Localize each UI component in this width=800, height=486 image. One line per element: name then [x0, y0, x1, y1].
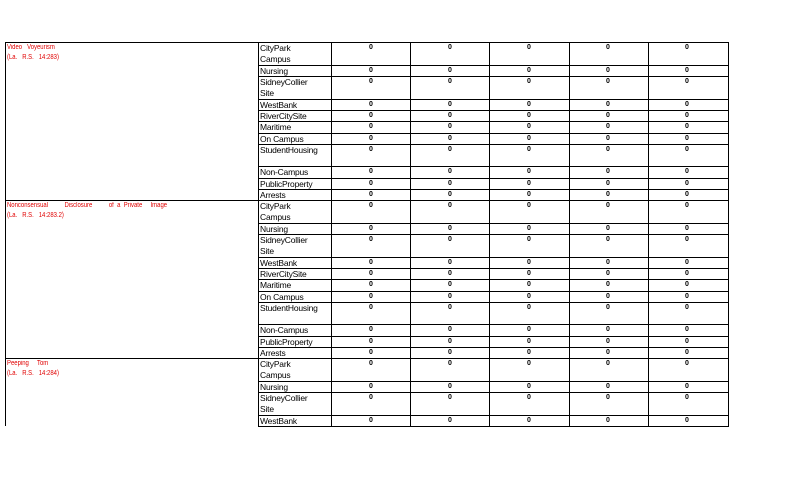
location-label: PublicProperty: [260, 337, 313, 347]
count-value: 0: [448, 123, 452, 130]
count-value: 0: [527, 259, 531, 266]
count-value: 0: [527, 112, 531, 119]
count-value: 0: [448, 417, 452, 424]
count-value: 0: [369, 191, 373, 198]
count-value: 0: [685, 326, 689, 333]
row-rule: [258, 200, 729, 201]
count-value: 0: [527, 101, 531, 108]
count-value: 0: [606, 191, 610, 198]
count-value: 0: [448, 293, 452, 300]
count-value: 0: [448, 168, 452, 175]
crime-type-label: [7, 201, 218, 221]
count-value: 0: [685, 394, 689, 401]
count-value: 0: [685, 225, 689, 232]
count-value: 0: [448, 191, 452, 198]
table-left-rule: [5, 42, 6, 426]
table-top-rule: [258, 42, 729, 43]
count-value: 0: [527, 281, 531, 288]
count-value: 0: [369, 349, 373, 356]
count-value: 0: [369, 44, 373, 51]
count-value: 0: [606, 180, 610, 187]
count-value: 0: [527, 180, 531, 187]
location-label: StudentHousing: [260, 303, 318, 313]
count-value: 0: [606, 394, 610, 401]
count-value: 0: [448, 338, 452, 345]
crime-type-label: [7, 43, 218, 63]
location-label: Maritime: [260, 122, 291, 132]
location-label: PublicProperty: [260, 179, 313, 189]
count-value: 0: [448, 304, 452, 311]
count-value: 0: [606, 338, 610, 345]
row-rule: [258, 426, 729, 427]
location-label: CityPark Campus: [260, 201, 291, 222]
count-value: 0: [369, 236, 373, 243]
count-value: 0: [527, 135, 531, 142]
count-value: 0: [369, 394, 373, 401]
count-value: 0: [448, 112, 452, 119]
count-value: 0: [448, 281, 452, 288]
location-label: CityPark Campus: [260, 359, 291, 380]
count-value: 0: [527, 146, 531, 153]
location-label: WestBank: [260, 258, 297, 268]
count-value: 0: [606, 67, 610, 74]
count-value: 0: [606, 270, 610, 277]
count-value: 0: [685, 168, 689, 175]
row-rule: [258, 76, 729, 77]
count-value: 0: [448, 202, 452, 209]
count-value: 0: [606, 101, 610, 108]
row-rule: [258, 392, 729, 393]
count-value: 0: [369, 270, 373, 277]
count-value: 0: [527, 67, 531, 74]
count-value: 0: [527, 78, 531, 85]
count-value: 0: [685, 383, 689, 390]
count-value: 0: [369, 383, 373, 390]
location-label: Nursing: [260, 66, 288, 76]
count-value: 0: [527, 202, 531, 209]
location-label: Maritime: [260, 280, 291, 290]
location-label: Nursing: [260, 382, 288, 392]
count-value: 0: [685, 180, 689, 187]
count-value: 0: [685, 270, 689, 277]
count-value: 0: [527, 360, 531, 367]
location-label: WestBank: [260, 416, 297, 426]
count-value: 0: [606, 168, 610, 175]
column-rule: [569, 42, 570, 426]
count-value: 0: [685, 349, 689, 356]
count-value: 0: [685, 146, 689, 153]
count-value: 0: [527, 383, 531, 390]
crime-name: Nonconsensual Disclosure of a Private Image: [7, 202, 168, 209]
count-value: 0: [527, 168, 531, 175]
count-value: 0: [606, 202, 610, 209]
location-label: WestBank: [260, 100, 297, 110]
count-value: 0: [448, 78, 452, 85]
count-value: 0: [685, 67, 689, 74]
count-value: 0: [448, 225, 452, 232]
count-value: 0: [606, 112, 610, 119]
count-value: 0: [685, 112, 689, 119]
location-label: Arrests: [260, 348, 286, 358]
count-value: 0: [606, 304, 610, 311]
count-value: 0: [606, 135, 610, 142]
location-label: Non-Campus: [260, 167, 309, 177]
count-value: 0: [606, 281, 610, 288]
location-label: On Campus: [260, 134, 304, 144]
count-value: 0: [606, 349, 610, 356]
count-value: 0: [606, 236, 610, 243]
count-value: 0: [448, 394, 452, 401]
location-label: On Campus: [260, 292, 304, 302]
column-rule: [489, 42, 490, 426]
location-label: RiverCitySite: [260, 111, 307, 121]
location-label: RiverCitySite: [260, 269, 307, 279]
count-value: 0: [685, 281, 689, 288]
count-value: 0: [527, 123, 531, 130]
count-value: 0: [369, 67, 373, 74]
count-value: 0: [606, 78, 610, 85]
count-value: 0: [606, 293, 610, 300]
count-value: 0: [606, 360, 610, 367]
count-value: 0: [685, 417, 689, 424]
count-value: 0: [606, 44, 610, 51]
count-value: 0: [448, 259, 452, 266]
count-value: 0: [448, 236, 452, 243]
count-value: 0: [448, 270, 452, 277]
count-value: 0: [527, 304, 531, 311]
count-value: 0: [606, 225, 610, 232]
crime-type-label: [7, 359, 218, 379]
count-value: 0: [685, 338, 689, 345]
count-value: 0: [606, 417, 610, 424]
count-value: 0: [527, 349, 531, 356]
count-value: 0: [369, 202, 373, 209]
column-rule: [258, 42, 259, 426]
count-value: 0: [527, 293, 531, 300]
count-value: 0: [685, 78, 689, 85]
count-value: 0: [369, 112, 373, 119]
crime-citation: (La. R.S. 14:283.2): [7, 212, 64, 219]
count-value: 0: [369, 281, 373, 288]
count-value: 0: [448, 67, 452, 74]
crime-citation: (La. R.S. 14:283): [7, 54, 59, 61]
count-value: 0: [527, 44, 531, 51]
count-value: 0: [369, 417, 373, 424]
count-value: 0: [448, 383, 452, 390]
count-value: 0: [369, 293, 373, 300]
count-value: 0: [527, 191, 531, 198]
count-value: 0: [369, 304, 373, 311]
count-value: 0: [685, 44, 689, 51]
count-value: 0: [448, 146, 452, 153]
count-value: 0: [527, 236, 531, 243]
location-label: Arrests: [260, 190, 286, 200]
crime-name: Video Voyeurism: [7, 44, 55, 51]
count-value: 0: [527, 394, 531, 401]
crime-name: Peeping Tom: [7, 360, 49, 367]
count-value: 0: [527, 326, 531, 333]
count-value: 0: [606, 123, 610, 130]
crime-citation: (La. R.S. 14:284): [7, 370, 59, 377]
count-value: 0: [685, 202, 689, 209]
location-label: SidneyCollier Site: [260, 235, 308, 256]
count-value: 0: [685, 101, 689, 108]
location-label: SidneyCollier Site: [260, 77, 308, 98]
count-value: 0: [606, 259, 610, 266]
location-label: Nursing: [260, 224, 288, 234]
count-value: 0: [527, 270, 531, 277]
count-value: 0: [685, 259, 689, 266]
count-value: 0: [685, 123, 689, 130]
table-top-rule: [5, 42, 258, 43]
count-value: 0: [369, 168, 373, 175]
count-value: 0: [685, 293, 689, 300]
count-value: 0: [606, 146, 610, 153]
count-value: 0: [685, 135, 689, 142]
count-value: 0: [606, 383, 610, 390]
count-value: 0: [448, 326, 452, 333]
column-rule: [728, 42, 729, 426]
row-rule: [258, 234, 729, 235]
column-rule: [410, 42, 411, 426]
count-value: 0: [527, 417, 531, 424]
count-value: 0: [369, 123, 373, 130]
location-label: Non-Campus: [260, 325, 309, 335]
count-value: 0: [527, 338, 531, 345]
count-value: 0: [369, 78, 373, 85]
count-value: 0: [527, 225, 531, 232]
count-value: 0: [369, 225, 373, 232]
count-value: 0: [369, 360, 373, 367]
count-value: 0: [369, 338, 373, 345]
column-rule: [648, 42, 649, 426]
count-value: 0: [685, 360, 689, 367]
location-label: StudentHousing: [260, 145, 318, 155]
column-rule: [331, 42, 332, 426]
count-value: 0: [369, 259, 373, 266]
count-value: 0: [448, 180, 452, 187]
count-value: 0: [448, 135, 452, 142]
count-value: 0: [448, 360, 452, 367]
count-value: 0: [448, 349, 452, 356]
count-value: 0: [369, 135, 373, 142]
count-value: 0: [685, 236, 689, 243]
count-value: 0: [369, 101, 373, 108]
count-value: 0: [448, 44, 452, 51]
count-value: 0: [606, 326, 610, 333]
count-value: 0: [685, 191, 689, 198]
count-value: 0: [369, 146, 373, 153]
location-label: CityPark Campus: [260, 43, 291, 64]
count-value: 0: [448, 101, 452, 108]
row-rule: [258, 358, 729, 359]
location-label: SidneyCollier Site: [260, 393, 308, 414]
count-value: 0: [685, 304, 689, 311]
count-value: 0: [369, 180, 373, 187]
count-value: 0: [369, 326, 373, 333]
